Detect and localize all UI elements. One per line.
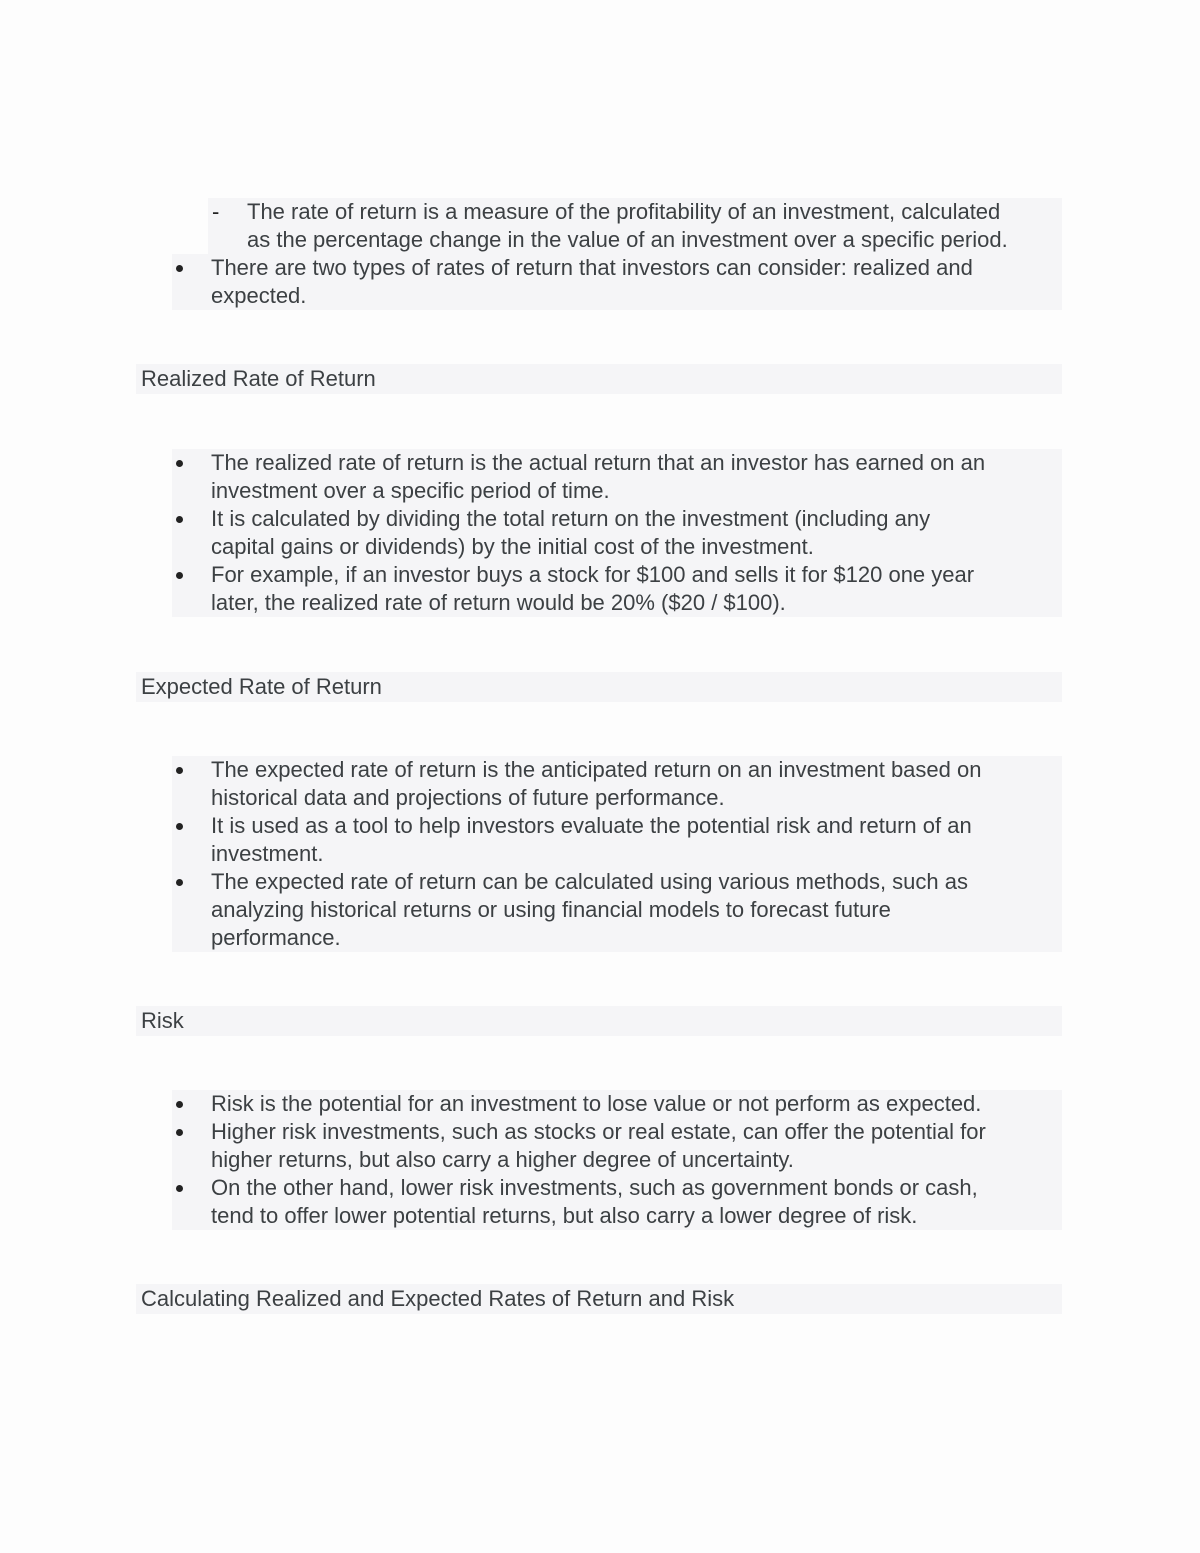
heading-block	[136, 1006, 1062, 1036]
section-heading-realized: Realized Rate of Return	[141, 366, 376, 391]
bullet-icon	[176, 265, 183, 272]
list-item-line: performance.	[211, 925, 341, 950]
list-item-line: capital gains or dividends) by the initial cost of the investment.	[211, 534, 814, 559]
intro-dash-line-2: as the percentage change in the value of an investment over a specific period.	[247, 227, 1008, 252]
list-item-line: higher returns, but also carry a higher degree of uncertainty.	[211, 1147, 794, 1172]
list-item-line: historical data and projections of future performance.	[211, 785, 725, 810]
list-item-line: The realized rate of return is the actual return that an investor has earned on an	[211, 450, 986, 475]
list-item-line: On the other hand, lower risk investments, such as government bonds or cash,	[211, 1175, 978, 1200]
bullet-icon	[176, 767, 183, 774]
bullet-icon	[176, 879, 183, 886]
list-item-line: analyzing historical returns or using financial models to forecast future	[211, 897, 891, 922]
section-heading-calculating: Calculating Realized and Expected Rates of Return and Risk	[141, 1286, 735, 1311]
list-item-line: investment over a specific period of time.	[211, 478, 610, 503]
list-item-line: The expected rate of return is the anticipated return on an investment based on	[211, 757, 982, 782]
list-item-line: investment.	[211, 841, 324, 866]
bullet-icon	[176, 460, 183, 467]
list-item-line: tend to offer lower potential returns, but also carry a lower degree of risk.	[211, 1203, 918, 1228]
list-item-line: It is used as a tool to help investors evaluate the potential risk and return of an	[211, 813, 972, 838]
bullet-icon	[176, 823, 183, 830]
dash-marker: -	[212, 199, 220, 224]
intro-bullet-line-2: expected.	[211, 283, 307, 308]
section-heading-risk: Risk	[141, 1008, 184, 1033]
bullet-icon	[176, 1185, 183, 1192]
list-item-line: later, the realized rate of return would be 20% ($20 / $100).	[211, 590, 786, 615]
list-item-line: The expected rate of return can be calculated using various methods, such as	[211, 869, 968, 894]
bullet-icon	[176, 572, 183, 579]
list-item-line: For example, if an investor buys a stock for $100 and sells it for $120 one year	[211, 562, 975, 587]
intro-dash-line-1: The rate of return is a measure of the profitability of an investment, calculated	[247, 199, 1001, 224]
list-item-line: It is calculated by dividing the total return on the investment (including any	[211, 506, 931, 531]
list-item-line: Risk is the potential for an investment to lose value or not perform as expected.	[211, 1091, 982, 1116]
intro-bullet-line-1: There are two types of rates of return that investors can consider: realized and	[211, 255, 973, 280]
list-item-line: Higher risk investments, such as stocks or real estate, can offer the potential for	[211, 1119, 986, 1144]
bullet-icon	[176, 1129, 183, 1136]
bullet-icon	[176, 1101, 183, 1108]
bullet-icon	[176, 516, 183, 523]
section-heading-expected: Expected Rate of Return	[141, 674, 382, 699]
